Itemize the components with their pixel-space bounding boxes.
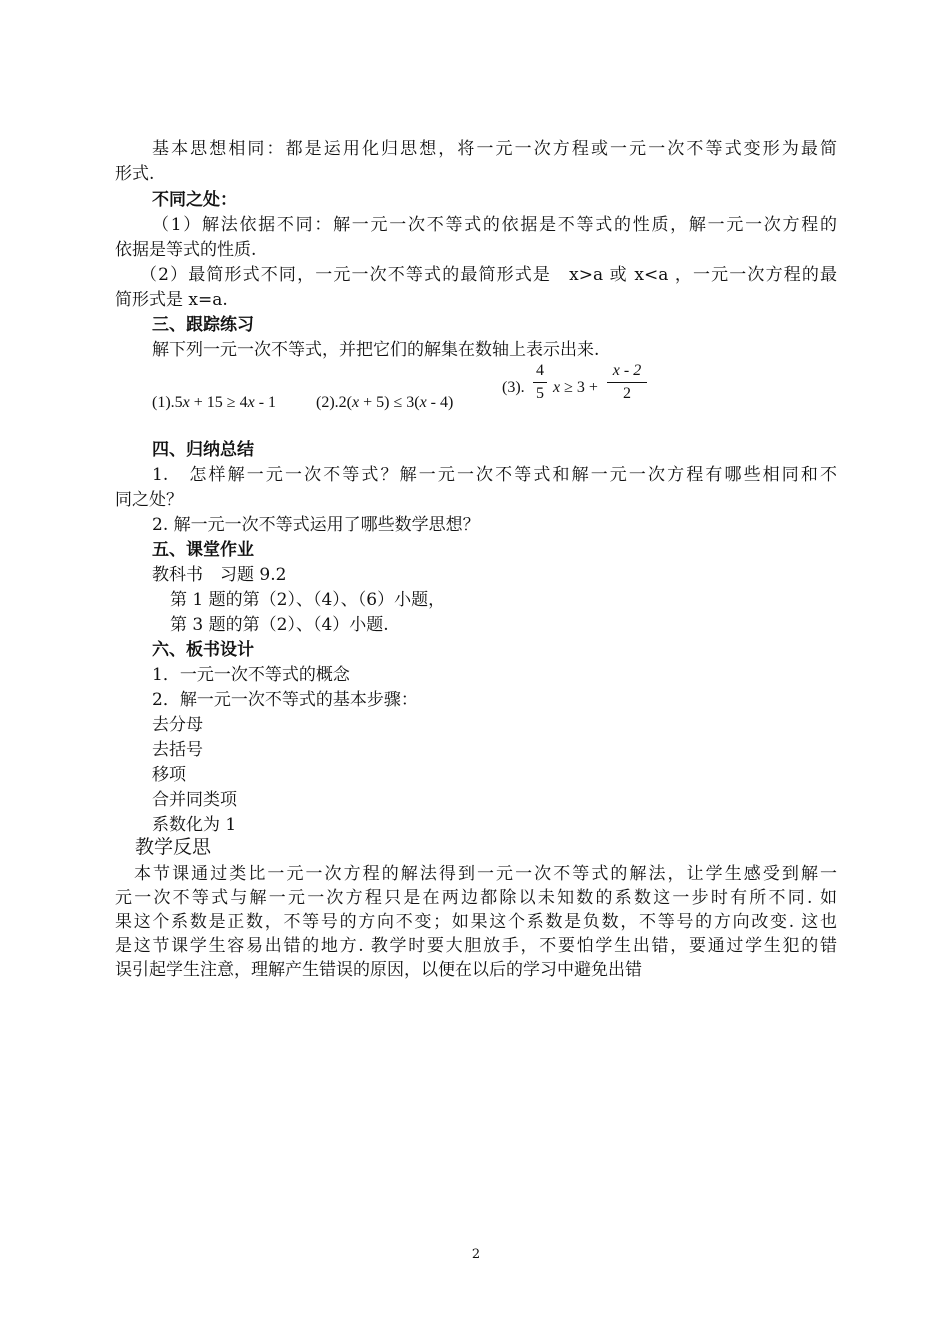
fraction-numerator: x - 2	[612, 362, 642, 379]
paragraph-line: 第 1 题的第（2）、（4）、（6）小题，	[170, 590, 446, 610]
fraction-numerator: 4	[536, 362, 544, 379]
paragraph-line: 同之处？	[115, 490, 183, 510]
list-item: 去括号	[152, 740, 203, 760]
paragraph-line: 本节课通过类比一元一次方程的解法得到一元一次不等式的解法，让学生感受到解一	[134, 864, 837, 884]
exercise-1: (1).5x + 15 ≥ 4x - 1	[152, 394, 277, 411]
paragraph-line: 1．一元一次不等式的概念	[152, 665, 350, 685]
paragraph-line: 解下列一元一次不等式，并把它们的解集在数轴上表示出来.	[152, 340, 600, 360]
exercise-2: (2).2(x + 5) ≤ 3(x - 4)	[316, 394, 454, 411]
paragraph-line: 元一次不等式与解一元一次方程只是在两边都除以未知数的系数这一步时有所不同. 如	[115, 888, 837, 908]
paragraph-line: 误引起学生注意，理解产生错误的原因，以便在以后的学习中避免出错	[115, 960, 642, 980]
paragraph-line: 教科书 习题 9.2	[152, 565, 287, 585]
paragraph-line: 果这个系数是正数，不等号的方向不变；如果这个系数是负数，不等号的方向改变. 这也	[115, 912, 837, 932]
paragraph-line: （2）最简形式不同，一元一次不等式的最简形式是 x>a 或 x<a ，一元一次方程的最	[140, 265, 837, 285]
reflection-heading: 教学反思	[135, 836, 212, 858]
list-item: 合并同类项	[152, 790, 237, 810]
exercise-3-middle: x ≥ 3 +	[553, 379, 598, 396]
section-heading: 三、跟踪练习	[152, 315, 254, 335]
list-item: 移项	[152, 765, 186, 785]
paragraph-line: 形式.	[115, 164, 155, 184]
fraction-bar	[533, 382, 547, 383]
paragraph-line: 2．解一元一次不等式的基本步骤：	[152, 690, 418, 710]
paragraph-line: 2. 解一元一次不等式运用了哪些数学思想？	[152, 515, 480, 535]
exercise-3-label: (3).	[502, 379, 525, 396]
paragraph-line: 第 3 题的第（2）、（4）小题.	[170, 615, 389, 635]
section-heading: 四、归纳总结	[152, 440, 254, 460]
page-number: 2	[471, 1247, 481, 1262]
paragraph-line: 依据是等式的性质.	[115, 240, 257, 260]
list-item: 去分母	[152, 715, 203, 735]
paragraph-line: 1. 怎样解一元一次不等式？解一元一次不等式和解一元一次方程有哪些相同和不	[152, 465, 837, 485]
fraction-bar	[607, 382, 647, 383]
section-heading: 不同之处：	[152, 190, 237, 210]
section-heading: 五、课堂作业	[152, 540, 254, 560]
paragraph-line: 基本思想相同：都是运用化归思想，将一元一次方程或一元一次不等式变形为最简	[152, 139, 837, 159]
paragraph-line: 简形式是 x=a.	[115, 290, 228, 310]
fraction-denominator: 2	[623, 385, 631, 402]
paragraph-line: （1）解法依据不同：解一元一次不等式的依据是不等式的性质，解一元一次方程的	[152, 215, 837, 235]
paragraph-line: 是这节课学生容易出错的地方. 教学时要大胆放手，不要怕学生出错，要通过学生犯的错	[115, 936, 837, 956]
fraction-4-5	[533, 362, 547, 403]
list-item: 系数化为 1	[152, 815, 237, 835]
fraction-x-2-over-2	[607, 362, 647, 403]
fraction-denominator: 5	[536, 385, 544, 402]
section-heading: 六、板书设计	[152, 640, 254, 660]
